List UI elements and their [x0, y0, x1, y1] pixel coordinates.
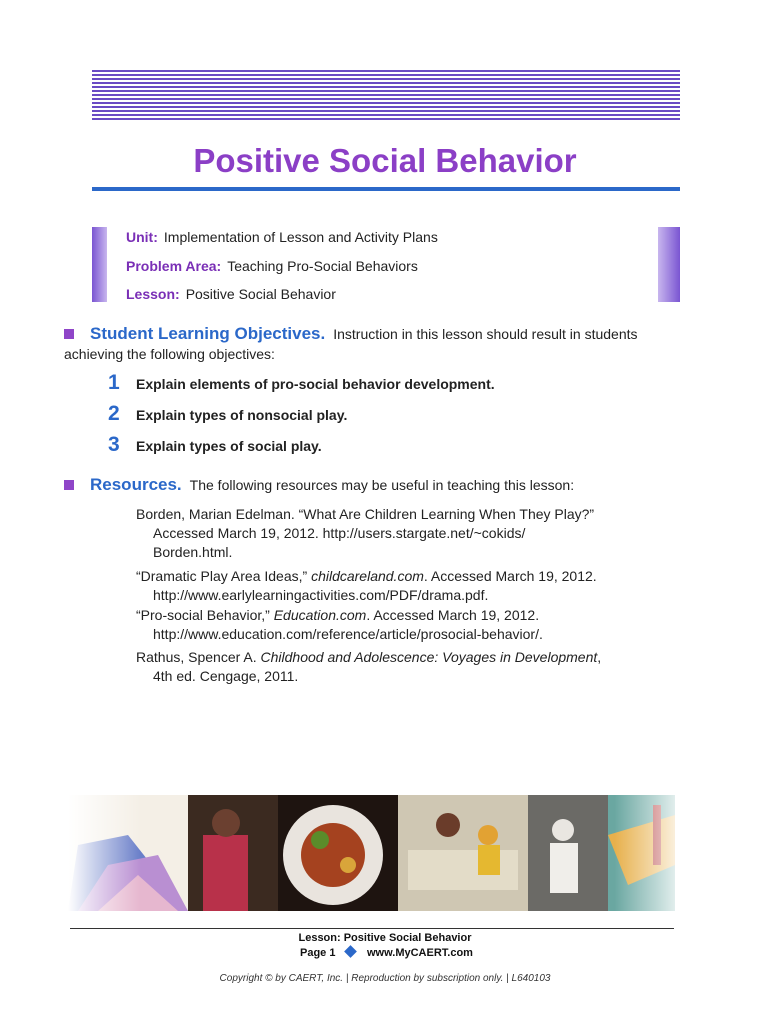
reference-cont: http://www.earlylearningactivities.com/PDF/drama.pdf. [153, 587, 489, 603]
reference-source: Childhood and Adolescence: Voyages in Development [260, 649, 598, 665]
reference-text: Borden, Marian Edelman. “What Are Children Learning When They Play?” [136, 506, 595, 522]
objectives-intro-cont: achieving the following objectives: [64, 346, 275, 362]
lesson-label: Lesson: [126, 286, 180, 302]
resources-intro: The following resources may be useful in teaching this lesson: [189, 477, 575, 493]
unit-value: Implementation of Lesson and Activity Plans [163, 229, 438, 245]
reference-item [136, 606, 656, 644]
footer-url: www.MyCAERT.com [367, 947, 473, 959]
objective-number: 1 [108, 371, 120, 394]
footer-rule [70, 928, 674, 929]
reference-item [136, 567, 656, 605]
photo-collage-image [68, 795, 675, 911]
problem-area-value: Teaching Pro-Social Behaviors [227, 258, 418, 274]
footer-lesson: Lesson: Positive Social Behavior [298, 932, 472, 944]
unit-label: Unit: [126, 229, 158, 245]
reference-cont: 4th ed. Cengage, 2011. [153, 668, 299, 684]
objective-text: Explain types of nonsocial play. [136, 407, 348, 423]
unit-line [126, 229, 438, 245]
reference-cont: http://www.education.com/reference/article/prosocial-behavior/. [153, 626, 543, 642]
objectives-bullet-icon [64, 329, 74, 339]
reference-cont: Borden.html. [153, 544, 233, 560]
reference-item [136, 648, 656, 686]
problem-area-label: Problem Area: [126, 258, 222, 274]
page-title: Positive Social Behavior [193, 142, 577, 179]
lesson-value: Positive Social Behavior [185, 286, 336, 302]
objective-text: Explain types of social play. [136, 438, 322, 454]
diamond-icon [344, 945, 357, 958]
reference-text-end: , [597, 649, 602, 665]
objectives-intro: Instruction in this lesson should result in students [333, 326, 638, 342]
objective-text: Explain elements of pro-social behavior development. [136, 376, 495, 392]
resources-heading [90, 475, 574, 495]
objectives-heading-text: Student Learning Objectives. [90, 324, 326, 343]
header-stripes [92, 70, 680, 122]
objective-number: 2 [108, 402, 120, 425]
reference-source: Education.com [273, 607, 367, 623]
right-accent-bar [658, 227, 680, 302]
photo-collage [68, 795, 675, 911]
objectives-heading [90, 324, 638, 344]
resources-heading-text: Resources. [90, 475, 182, 494]
reference-text: Rathus, Spencer A. [136, 649, 261, 665]
reference-text-end: . Accessed March 19, 2012. [423, 568, 597, 584]
reference-source: childcareland.com [311, 568, 424, 584]
title-rule [92, 187, 680, 191]
resources-bullet-icon [64, 480, 74, 490]
reference-text: “Dramatic Play Area Ideas,” [136, 568, 312, 584]
copyright: Copyright © by CAERT, Inc. | Reproduction by subscription only. | L640103 [219, 973, 551, 984]
objective-number: 3 [108, 433, 120, 456]
lesson-line [126, 286, 336, 302]
footer-page: Page 1 [300, 947, 336, 959]
reference-text: “Pro-social Behavior,” [136, 607, 274, 623]
reference-text-end: . Accessed March 19, 2012. [366, 607, 540, 623]
reference-item [136, 505, 656, 562]
left-accent-bar [92, 227, 107, 302]
problem-area-line [126, 258, 418, 274]
reference-cont: Accessed March 19, 2012. http://users.stargate.net/~cokids/ [153, 525, 526, 541]
